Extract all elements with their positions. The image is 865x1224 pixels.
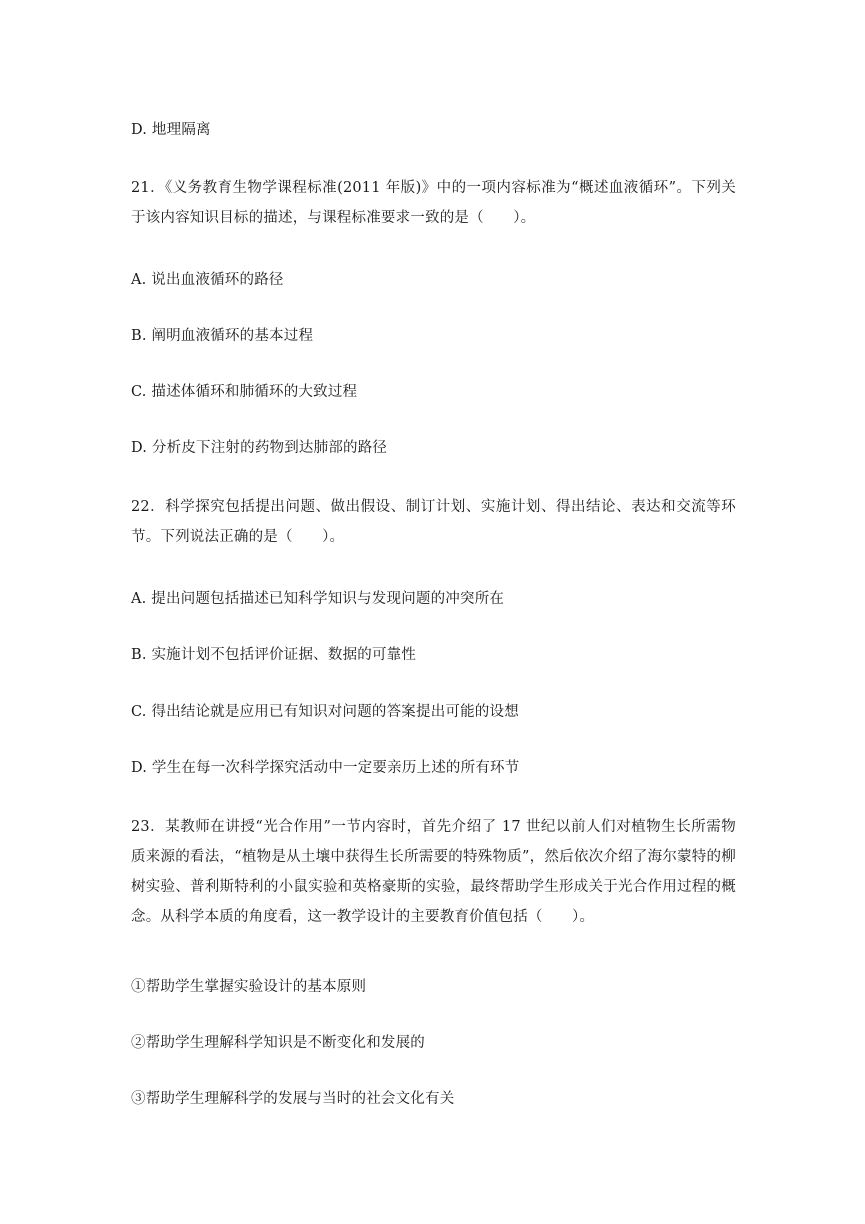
- q23-item-1: ①帮助学生掌握实验设计的基本原则: [131, 979, 367, 995]
- q21-option-a: A. 说出血液循环的路径: [131, 272, 284, 288]
- q20-option-d: D. 地理隔离: [131, 122, 211, 138]
- q21-option-c: C. 描述体循环和肺循环的大致过程: [131, 384, 358, 400]
- q21-option-d: D. 分析皮下注射的药物到达肺部的路径: [131, 440, 388, 456]
- q22-option-a: A. 提出问题包括描述已知科学知识与发现问题的冲突所在: [131, 591, 505, 607]
- q22-option-b: B. 实施计划不包括评价证据、数据的可靠性: [131, 647, 417, 663]
- q23-item-3: ③帮助学生理解科学的发展与当时的社会文化有关: [131, 1091, 455, 1107]
- q21-option-b: B. 阐明血液循环的基本过程: [131, 328, 314, 344]
- q23-stem: 23．某教师在讲授“光合作用”一节内容时，首先介绍了 17 世纪以前人们对植物生长所需物质来源的看法，“植物是从土壤中获得生长所需要的特殊物质”，然后依次介绍了海尔蒙特的柳树实验、普利斯特利的小鼠实验和英格豪斯的实验，最终帮助学生形成关于光合作用过程的概念。从科学本质的角度看，这一教学设计的主要教育价值包括（ ）。: [131, 819, 736, 925]
- q22-option-c: C. 得出结论就是应用已有知识对问题的答案提出可能的设想: [131, 704, 519, 720]
- q22-option-d: D. 学生在每一次科学探究活动中一定要亲历上述的所有环节: [131, 760, 520, 776]
- q22-stem: 22．科学探究包括提出问题、做出假设、制订计划、实施计划、得出结论、表达和交流等环节。下列说法正确的是（ ）。: [131, 499, 736, 545]
- q21-stem: 21．《义务教育生物学课程标准(2011 年版)》中的一项内容标准为“概述血液循环”。下列关于该内容知识目标的描述，与课程标准要求一致的是（ ）。: [131, 180, 736, 226]
- q23-item-2: ②帮助学生理解科学知识是不断变化和发展的: [131, 1035, 425, 1051]
